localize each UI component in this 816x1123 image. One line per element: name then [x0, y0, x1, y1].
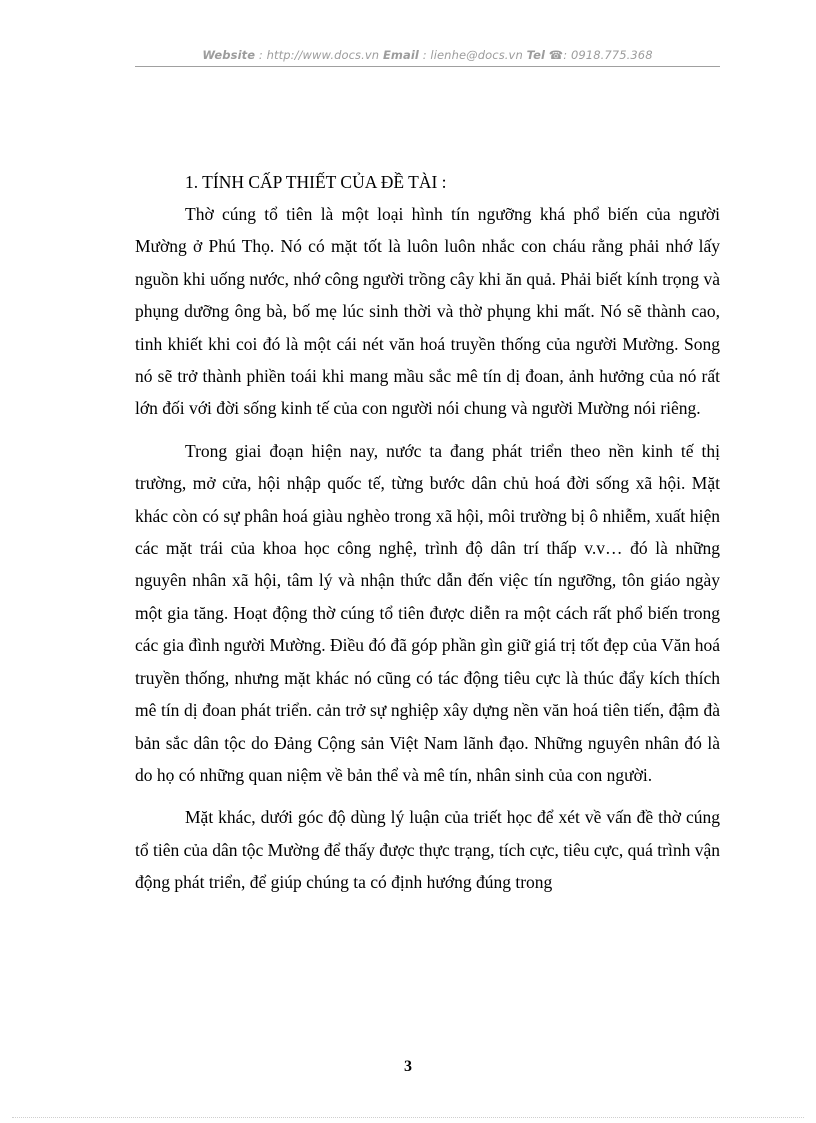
paragraph-1: Thờ cúng tổ tiên là một loại hình tín ngưỡng khá phổ biến của người Mường ở Phú Thọ. Nó có mặt tốt là luôn luôn nhắc con cháu rằng phải nhớ lấy nguồn khi uống nước, nhớ công người trồng cây khi ăn quả. Phải biết kính trọng và phụng dưỡng ông bà, bố mẹ lúc sinh thời và thờ phụng khi mất. Nó sẽ thành cao, tinh khiết khi coi đó là một cái nét văn hoá truyền thống của người Mường. Song nó sẽ trở thành phiền toái khi mang mầu sắc mê tín dị đoan, ảnh hưởng của nó rất lớn đối với đời sống kinh tế của con người nói chung và người Mường nói riêng. [135, 204, 720, 419]
page-header [135, 48, 720, 62]
document-body [135, 166, 720, 909]
header-rule [135, 66, 720, 67]
phone-icon: ☎ [548, 48, 564, 62]
footer-rule [12, 1117, 804, 1118]
paragraph-2: Trong giai đoạn hiện nay, nước ta đang phát triển theo nền kinh tế thị trường, mở cửa, hội nhập quốc tế, từng bước dân chủ hoá đời sống xã hội. Mặt khác còn có sự phân hoá giàu nghèo trong xã hội, môi trường bị ô nhiễm, xuất hiện các mặt trái của khoa học công nghệ, trình độ dân trí thấp v.v… đó là những nguyên nhân xã hội, tâm lý và nhận thức dẫn đến việc tín ngưỡng, tôn giáo ngày một gia tăng. Hoạt động thờ cúng tổ tiên được diễn ra một cách rất phổ biến trong các gia đình người Mường. Điều đó đã góp phần gìn giữ giá trị tốt đẹp của Văn hoá truyền thống, nhưng mặt khác nó cũng có tác động tiêu cực là thúc đẩy kích thích mê tín dị đoan phát triển. cản trở sự nghiệp xây dựng nền văn hoá tiên tiến, đậm đà bản sắc dân tộc do Đảng Cộng sản Việt Nam lãnh đạo. Những nguyên nhân đó là do họ có những quan niệm về bản thể và mê tín, nhân sinh của con người. [135, 440, 720, 785]
tel-value: : 0918.775.368 [563, 48, 653, 62]
page-number: 3 [404, 1058, 412, 1075]
section-heading: 1. TÍNH CẤP THIẾT CỦA ĐỀ TÀI : [185, 172, 447, 192]
paragraph-3: Mặt khác, dưới góc độ dùng lý luận của triết học để xét về vấn đề thờ cúng tổ tiên của dân tộc Mường để thấy được thực trạng, tích cực, tiêu cực, quá trình vận động phát triển, để giúp chúng ta có định hướng đúng trong [135, 807, 720, 893]
email-value: : lienhe@docs.vn [422, 48, 523, 62]
tel-label: Tel [526, 48, 546, 62]
website-label: Website [202, 48, 256, 62]
email-label: Email [382, 48, 419, 62]
website-value: : http://www.docs.vn [258, 48, 380, 62]
